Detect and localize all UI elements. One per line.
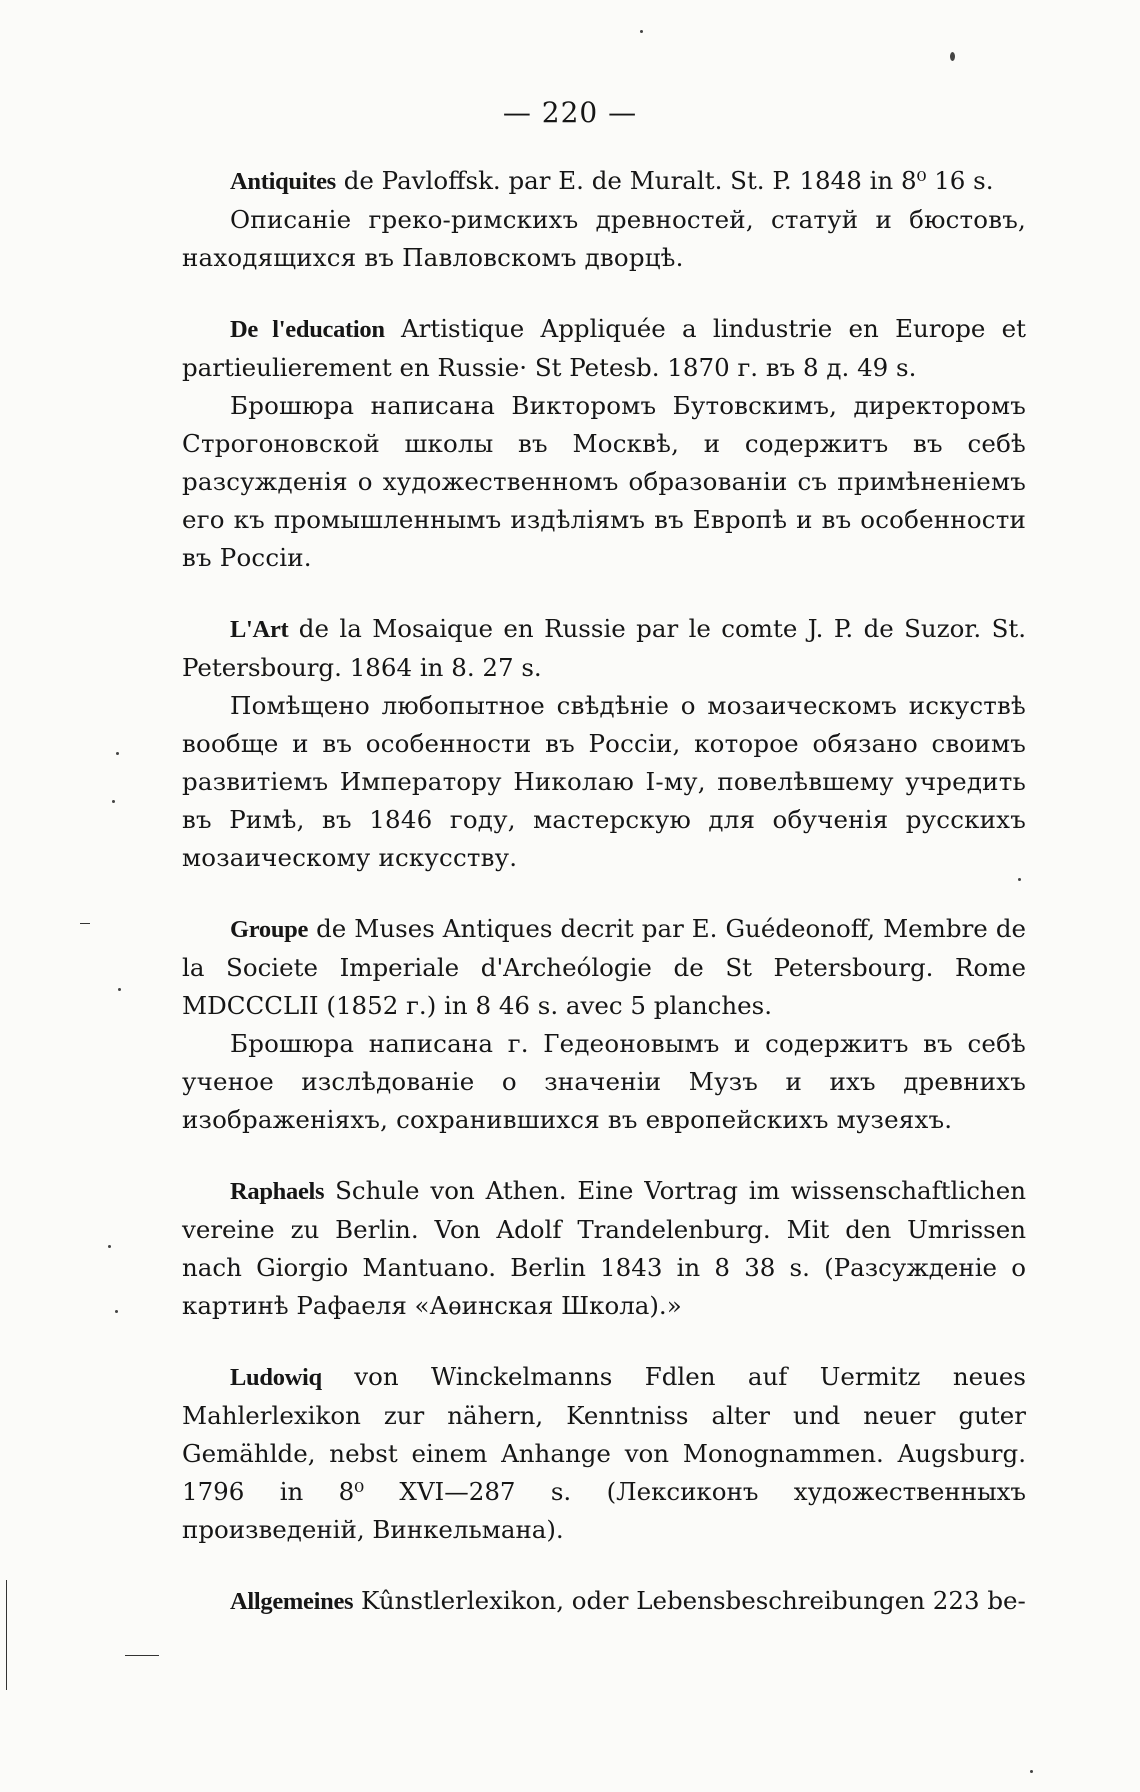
scan-speck (640, 30, 643, 33)
scan-speck (116, 752, 119, 755)
bibliographic-line (182, 1358, 1026, 1549)
page-content (182, 162, 1026, 1654)
page-number: — 220 — (502, 96, 638, 129)
bibliographic-line (182, 162, 1026, 201)
scan-speck (1030, 1770, 1033, 1773)
margin-mark (80, 923, 90, 924)
entry-ludowiq (182, 1358, 1026, 1549)
bibliographic-details: de Muses Antiques decrit par E. Guédeonoff, Membre de la Societe Imperiale d'Archeólogie de St Petersbourg. Rome MDCCCLII (1852 г.) in 8 46 s. avec 5 planches. (182, 914, 1026, 1020)
entry-description: Описаніе греко-римскихъ древностей, статуй и бюстовъ, находящихся въ Павловскомъ дворцѣ. (182, 205, 1026, 272)
bibliographic-line (182, 1172, 1026, 1325)
entry-headword: Groupe (230, 916, 309, 943)
bibliographic-line (182, 610, 1026, 687)
bibliographic-details: Schule von Athen. Eine Vortrag im wissenschaftlichen vereine zu Berlin. Von Adolf Trandelenburg. Mit den Umrissen nach Giorgio Mantuano. Berlin 1843 in 8 38 s. (Разсужденіе о картинѣ Рафаеля «Аѳинская Школа).» (182, 1176, 1026, 1320)
entry-description: Брошюра написана г. Гедеоновымъ и содержитъ въ себѣ ученое изслѣдованіе о значеніи Музъ и ихъ древнихъ изображеніяхъ, сохранившихся въ европейскихъ музеяхъ. (182, 1029, 1026, 1134)
bibliographic-details: von Winckelmanns Fdlen auf Uermitz neues Mahlerlexikon zur nähern, Kenntniss alter und neuer guter Gemählde, nebst einem Anhange von Monognammen. Augsburg. 1796 in 8⁰ XVI—287 s. (Лексиконъ художественныхъ произведеній, Винкельмана). (182, 1362, 1026, 1544)
entry-groupe (182, 910, 1026, 1139)
bibliographic-line (182, 310, 1026, 387)
bibliographic-line (182, 910, 1026, 1025)
scan-speck (108, 1245, 111, 1248)
bibliographic-line (182, 1582, 1026, 1621)
scan-speck (118, 988, 121, 991)
bibliographic-details: Artistique Appliquée a lindustrie en Europe et partieulierement en Russie· St Petesb. 1870 г. въ 8 д. 49 s. (182, 314, 1026, 382)
entry-headword: De l'education (230, 316, 385, 343)
bibliographic-details: de la Mosaique en Russie par le comte J. P. de Suzor. St. Petersbourg. 1864 in 8. 27 s. (182, 614, 1026, 682)
entry-headword: Allgemeines (230, 1588, 354, 1615)
entry-description: Помѣщено любопытное свѣдѣніе о мозаическомъ искуствѣ вообще и въ особенности въ Россіи, которое обязано своимъ развитіемъ Императору Николаю I-му, повелѣвшему учредить въ Римѣ, въ 1846 году, мастерскую для обученія русскихъ мозаическому искусству. (182, 691, 1026, 872)
entry-raphaels (182, 1172, 1026, 1325)
bibliographic-details: de Pavloffsk. par E. de Muralt. St. P. 1848 in 8⁰ 16 s. (335, 166, 994, 195)
scan-speck (112, 800, 115, 803)
margin-mark (125, 1655, 159, 1656)
scan-speck (1018, 878, 1021, 881)
entry-antiquites (182, 162, 1026, 277)
entry-allgemeines (182, 1582, 1026, 1621)
entry-l-art (182, 610, 1026, 877)
entry-headword: Ludowiq (230, 1364, 322, 1391)
entry-de-l-education (182, 310, 1026, 577)
bibliographic-details: Kûnstlerlexikon, oder Lebensbeschreibungen 223 be- (353, 1586, 1026, 1615)
entry-headword: L'Art (230, 616, 289, 643)
scan-speck (115, 1310, 118, 1313)
entry-headword: Antiquites (230, 168, 336, 195)
entry-headword: Raphaels (230, 1178, 325, 1205)
margin-mark (6, 1580, 7, 1690)
scan-speck (950, 52, 955, 61)
entry-description: Брошюра написана Викторомъ Бутовскимъ, директоромъ Строгоновской школы въ Москвѣ, и содержитъ въ себѣ разсужденія о художественномъ образованіи съ примѣненіемъ его къ промышленнымъ издѣліямъ въ Европѣ и въ особенности въ Россіи. (182, 391, 1026, 572)
